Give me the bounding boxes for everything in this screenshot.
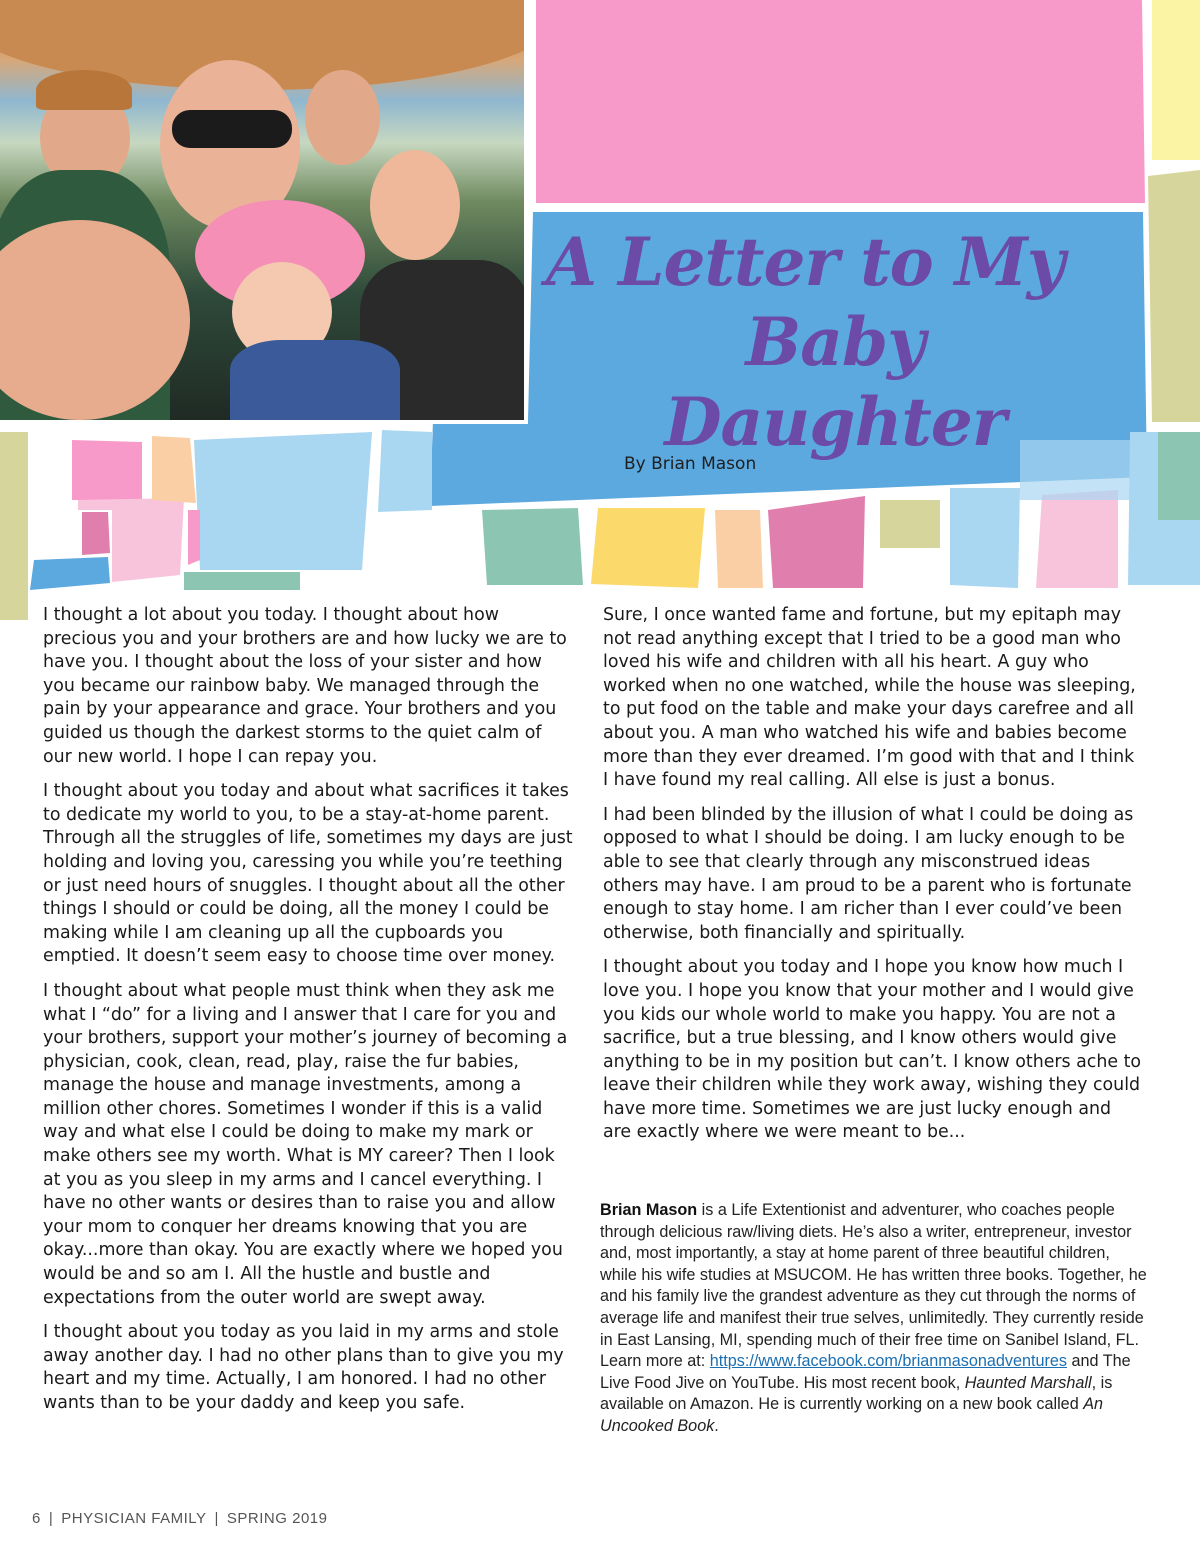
- footer-divider: |: [48, 1510, 54, 1527]
- boy2-face: [370, 150, 460, 260]
- bio-text: is a Life Extentionist and adventurer, who coaches people through delicious raw/living diets. He’s also a writer, entrepreneur, investor and, most importantly, a stay at home parent of three beautiful children, while his wife studies at MSUCOM. He has written three books. Together, he and his family live the grandest adventure as they cut through the norms of average life and manifest their true selves, unlimitedly. They currently reside in East Lansing, MI, spending much of their free time on Sanibel Island, FL. Learn more at:: [600, 1201, 1147, 1371]
- author-bio: [600, 1200, 1148, 1438]
- book-title: Haunted Marshall: [964, 1373, 1092, 1392]
- paragraph: I had been blinded by the illusion of what I could be doing as opposed to what I should be doing. I am lucky enough to be able to see that clearly through any misconstrued ideas others may have. I am proud to be a parent who is fortunate enough to stay home. I am richer than I ever could’ve been otherwise, both financially and spiritually.: [603, 804, 1134, 943]
- page-number: 6: [32, 1510, 41, 1527]
- olive-block-right: [1148, 170, 1200, 422]
- teal-block-right: [1158, 432, 1200, 520]
- issue-label: SPRING 2019: [226, 1510, 328, 1527]
- baby-dress: [230, 340, 400, 424]
- title-line-2: Baby Daughter: [664, 303, 1006, 461]
- page-footer: [32, 1510, 327, 1527]
- paragraph: I thought about you today as you laid in my arms and stole away another day. I had no other plans than to give you my heart and my time. Actually, I am honored. I had no other wants than to be your daddy and keep you safe.: [43, 1322, 564, 1413]
- title-line-1: A Letter to My: [545, 223, 1065, 301]
- peach-block-left: [152, 436, 196, 503]
- footer-divider: |: [214, 1510, 219, 1527]
- magazine-name: PHYSICIAN FAMILY: [61, 1510, 207, 1527]
- olive-block-left: [0, 432, 28, 620]
- paragraph: I thought about you today and I hope you know how much I love you. I hope you know that your mother and I would give you kids our whole world to make you happy. You are not a sacrifice, but a true blessing, and I know others would give anything to be in my position but can’t. I know others ache to leave their children while they work away, wishing they could have more time. Sometimes we are just lucky enough and are exactly where we were meant to be...: [603, 957, 1142, 1143]
- sunglasses: [172, 110, 292, 148]
- peach-block-mid: [715, 510, 763, 588]
- magenta-block-left: [82, 512, 110, 555]
- pink-block-right: [1036, 490, 1118, 588]
- bio-text: .: [714, 1416, 719, 1435]
- pink-block-top: [536, 0, 1145, 203]
- bio-text: , is available on Amazon. He is currently working on a new book called: [600, 1373, 1113, 1414]
- yellow-block-top-right: [1152, 0, 1200, 160]
- book-title: An Uncooked Book: [600, 1395, 1104, 1435]
- body-column-right: [603, 604, 1143, 1156]
- bio-text: and The Live Food Jive on YouTube. His most recent book,: [600, 1352, 1131, 1392]
- father-cap: [36, 70, 132, 110]
- pink-block-left: [72, 440, 142, 500]
- article-title: [545, 222, 1065, 462]
- light-blue-block-right: [950, 488, 1020, 588]
- yellow-block-mid: [591, 508, 705, 588]
- teal-block-center: [184, 572, 300, 590]
- olive-block-mid: [880, 500, 940, 548]
- paragraph: Sure, I once wanted fame and fortune, but my epitaph may not read anything except that I tried to be a good man who loved his wife and children with all his heart. A guy who worked when no one watched, while the house was sleeping, to put food on the table and make your days carefree and all about you. A man who watched his wife and babies become more than they ever dreamed. I’m good with that and I think I have found my real calling. All else is just a bonus.: [603, 605, 1136, 791]
- paragraph: I thought about what people must think when they ask me what I “do” for a living and I answer that I care for you and your brothers, support your mother’s journey of becoming a physician, cook, clean, read, play, raise the fur babies, manage the house and manage investments, among a million other chores. Sometimes I wonder if this is a valid way and what else I could be doing to make my mark or make others see my worth. What is MY career? Then I look at you as you sleep in my arms and I cancel everything. I have no other wants or desires than to raise you and allow your mom to conquer her dreams knowing that you are okay...more than okay. You are exactly where we hoped you would be and so am I. All the hustle and bustle and expectations from the outer world are swept away.: [43, 980, 568, 1308]
- light-blue-block-center: [194, 432, 372, 570]
- facebook-link[interactable]: https://www.facebook.com/brianmasonadventures: [709, 1352, 1067, 1371]
- body-column-left: [43, 604, 575, 1427]
- paragraph: I thought about you today and about what sacrifices it takes to dedicate my world to you, to be a stay-at-home parent. Through all the struggles of life, sometimes my days are just holding and loving you, caressing you while you’re teething or just need hours of snuggles. I thought about all the other things I should or could be doing, all the money I could be making while I am cleaning up all the cupboards you emptied. It doesn’t seem easy to choose time over money.: [43, 781, 573, 967]
- teal-block-mid: [482, 508, 583, 585]
- pink-block-center: [188, 510, 200, 565]
- boy-face: [305, 70, 380, 165]
- byline: By Brian Mason: [624, 454, 757, 474]
- paragraph: I thought a lot about you today. I thought about how precious you and your brothers are and how lucky we are to have you. I thought about the loss of your sister and how you became our rainbow baby. We managed through the pain by your appearance and grace. Your brothers and you guided us though the darkest storms to the quiet calm of our new world. I hope I can repay you.: [43, 605, 567, 767]
- family-photo: [0, 0, 528, 424]
- light-blue-block-center-2: [378, 430, 432, 512]
- author-name: Brian Mason: [600, 1201, 698, 1219]
- blue-strip-left: [30, 557, 110, 590]
- magenta-block-mid: [768, 496, 865, 588]
